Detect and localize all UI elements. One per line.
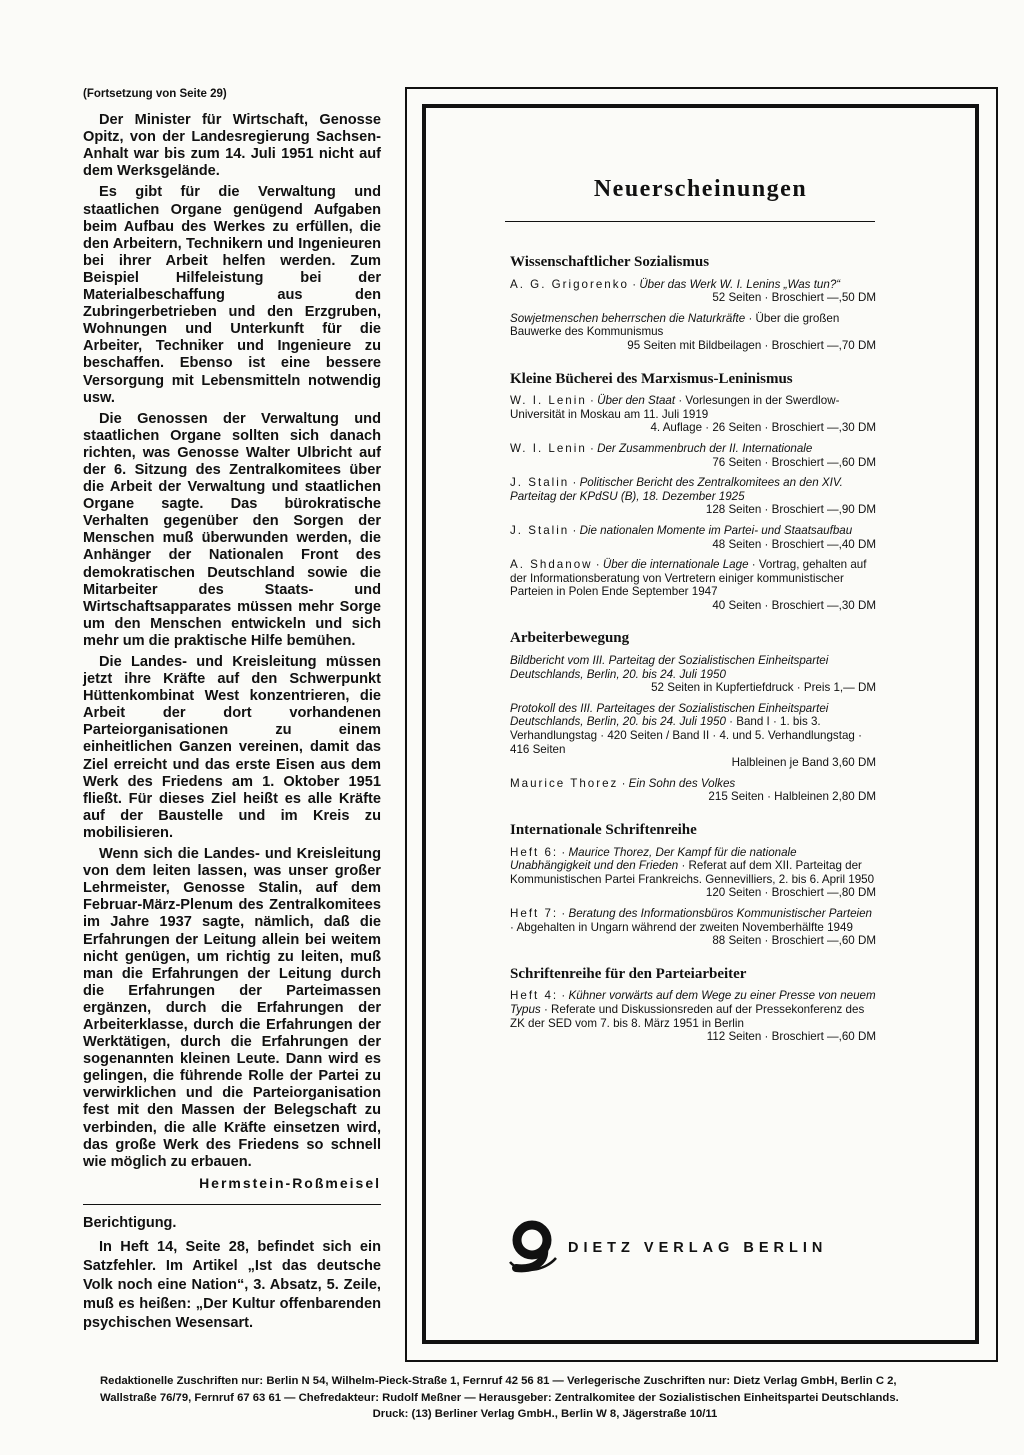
- section-title: Internationale Schriftenreihe: [510, 822, 697, 838]
- title-divider: [505, 221, 875, 222]
- article-paragraph: Die Landes- und Kreisleitung müssen jetzt ihre Kräfte auf den Schwerpunkt Hüttenkombinat West konzentrieren, die Arbeit der dort vorhandenen Parteiorganisationen zu einem einheitlichen Ganzen vereinen, damit das Ziel erreicht und das erste Eisen aus dem Werk des Friedens am 1. Oktober 1951 fließt. Für dieses Ziel heißt es alle Kräfte auf der Baustelle und im Kreis zu mobilisieren.: [83, 654, 381, 841]
- book-price: 48 Seiten · Broschiert —,40 DM: [712, 537, 876, 551]
- book-description: Vortrag, gehalten auf der Informationsberatung von Vertretern einiger kommunistischer Parteien in Polen Ende September 1947: [510, 558, 867, 599]
- publisher-name: DIETZ VERLAG BERLIN: [568, 1240, 828, 1256]
- imprint-line: Wallstraße 76/79, Fernruf 67 63 61 — Chefredakteur: Rudolf Meßner — Herausgeber: Zentralkomitee der Sozialistischen Einheitspartei Deutschlands.: [100, 1391, 899, 1404]
- book-title: Beratung des Informationsbüros Kommunistischer Parteien: [568, 906, 872, 920]
- book-price: 52 Seiten in Kupfertiefdruck · Preis 1,— DM: [651, 681, 876, 695]
- book-title: Sowjetmenschen beherrschen die Naturkräfte: [510, 311, 746, 325]
- book-title: Ein Sohn des Volkes: [628, 776, 736, 790]
- book-price: Halbleinen je Band 3,60 DM: [731, 756, 876, 770]
- book-author: Heft 7:: [510, 906, 559, 920]
- correction-title: Berichtigung.: [83, 1214, 177, 1231]
- publisher-mark: [506, 1218, 886, 1278]
- book-entry: A. Shdanow · Über die internationale Lage · Vortrag, gehalten auf der Informationsberatung von Vertretern einiger kommunistischer Parteien in Polen Ende September 1947 40 Seiten · Broschiert —,30 DM: [510, 558, 876, 612]
- book-description: Band I · 1. bis 3. Verhandlungstag · 420 Seiten / Band II · 4. und 5. Verhandlungstag · 416 Seiten: [510, 715, 862, 756]
- section-title: Schriftenreihe für den Parteiarbeiter: [510, 965, 747, 982]
- advertisement-inner-frame: [422, 104, 979, 1344]
- book-author: Heft 4:: [510, 989, 559, 1003]
- book-entry: Maurice Thorez · Ein Sohn des Volkes 215 Seiten · Halbleinen 2,80 DM: [510, 776, 876, 804]
- book-description: Über die großen Bauwerke des Kommunismus: [510, 311, 840, 339]
- book-author: A. Shdanow: [510, 558, 593, 572]
- book-entry: Heft 4: · Kühner vorwärts auf dem Wege zu einer Presse von neuem Typus · Referate und Diskussionsreden auf der Pressekonferenz des ZK der SED vom 7. bis 8. März 1951 in Berlin 112 Seiten · Broschiert —,60 DM: [510, 989, 876, 1044]
- book-title: Über das Werk W. I. Lenins „Was tun?“: [639, 277, 841, 291]
- ad-section: [510, 370, 876, 613]
- book-price: 40 Seiten · Broschiert —,30 DM: [712, 598, 876, 612]
- book-entry: J. Stalin · Die nationalen Momente im Partei- und Staatsaufbau 48 Seiten · Broschiert —,40 DM: [510, 523, 876, 551]
- book-author: J. Stalin: [510, 476, 570, 490]
- book-title: Bildbericht vom III. Parteitag der Sozialistischen Einheitspartei Deutschlands, Berlin, 20. bis 24. Juli 1950: [510, 654, 829, 681]
- book-price: 88 Seiten · Broschiert —,60 DM: [712, 934, 876, 948]
- book-title: Über den Staat: [597, 394, 676, 408]
- book-entry: A. G. Grigorenko · Über das Werk W. I. Lenins „Was tun?“ 52 Seiten · Broschiert —,50 DM: [510, 277, 876, 305]
- book-price: 215 Seiten · Halbleinen 2,80 DM: [708, 790, 876, 804]
- book-description: Referate und Diskussionsreden auf der Pressekonferenz des ZK der SED vom 7. bis 8. März 1951 in Berlin: [510, 1002, 865, 1030]
- ad-section: [510, 256, 876, 353]
- imprint-line: Druck: (13) Berliner Verlag GmbH., Berlin W 8, Jägerstraße 10/11: [372, 1408, 718, 1420]
- article-paragraph: Die Genossen der Verwaltung und staatlichen Organe sollten sich danach richten, was Genosse Walter Ulbricht auf der 6. Sitzung des Zentralkomitees über die Arbeit der Verwaltung und staatlichen Organe sagte. Das bürokratische Verhalten gegenüber den Sorgen der Menschen muß überwunden werden, die Anhänger der Nationalen Front des demokratischen Deutschland sowie die Mitarbeiter des Staats- und Wirtschaftsapparates müssen mehr Sorge um den Menschen entwickeln und sich mehr um die praktische Hilfe bemühen.: [83, 410, 381, 649]
- book-description: Vorlesungen in der Swerdlow-Universität in Moskau am 11. Juli 1919: [510, 394, 840, 421]
- book-author: A. G. Grigorenko: [510, 277, 629, 291]
- book-title: Kühner vorwärts auf dem Wege zu einer Presse von neuem Typus: [510, 989, 876, 1016]
- advertisement-box: [405, 87, 998, 1362]
- ad-listing: [510, 256, 876, 1064]
- book-price: 76 Seiten · Broschiert —,60 DM: [712, 455, 876, 469]
- book-price: 95 Seiten mit Bildbeilagen · Broschiert —,70 DM: [627, 338, 876, 352]
- article-paragraph: Wenn sich die Landes- und Kreisleitung von dem leiten lassen, was unser großer Lehrmeister, Genosse Stalin, auf dem Februar-März-Plenum des Zentralkomitees im Jahre 1937 sagte, nämlich, daß die Erfahrungen der Leitung allein bei weitem nicht genügen, um richtig zu leiten, muß man die Erfahrungen der Leitung durch die Erfahrungen der Parteimassen ergänzen, durch die Erfahrungen der Arbeiterklasse, durch die Erfahrungen der Werktätigen, durch die Erfahrungen der sogenannten kleinen Leute. Dann wird es gelingen, die führende Rolle der Partei zu verwirklichen und die Parteiorganisation fest mit den Massen der Belegschaft zu verbinden, die alle Kräfte einsetzen wird, das große Werk des Friedens so schnell wie möglich zu erbauen.: [83, 846, 381, 1170]
- ad-section: [510, 965, 876, 1044]
- author-signature: Hermstein-Roßmeisel: [199, 1174, 381, 1191]
- imprint-footer: [100, 1373, 990, 1423]
- publisher-logo-icon: [506, 1218, 562, 1274]
- book-entry: W. I. Lenin · Der Zusammenbruch der II. Internationale 76 Seiten · Broschiert —,60 DM: [510, 441, 876, 469]
- book-entry: Sowjetmenschen beherrschen die Naturkräfte · Über die großen Bauwerke des Kommunismus 95 Seiten mit Bildbeilagen · Broschiert —,70 DM: [510, 311, 876, 352]
- ad-section: [510, 824, 876, 948]
- book-price: 128 Seiten · Broschiert —,90 DM: [705, 503, 876, 517]
- book-author: Heft 6:: [510, 845, 559, 859]
- book-price: 52 Seiten · Broschiert —,50 DM: [712, 291, 876, 305]
- ad-title: Neuerscheinungen: [593, 176, 808, 202]
- book-entry: W. I. Lenin · Über den Staat · Vorlesungen in der Swerdlow-Universität in Moskau am 11. Juli 1919 4. Auflage · 26 Seiten · Broschiert —,30 DM: [510, 394, 876, 435]
- article-paragraph: Es gibt für die Verwaltung und staatlichen Organe genügend Aufgaben beim Aufbau des Werkes zu erfüllen, die den Arbeitern, Technikern und Ingenieuren bei ihrer Arbeit helfen werden. Zum Beispiel Hilfeleistung bei der Materialbeschaffung aus den Zubringerbetrieben und den Erzgruben, Wohnungen und Unterkunft für die Arbeiter, Techniker und Ingenieure zu beschaffen. Ebenso ist eine bessere Versorgung mit Lebensmitteln notwendig usw.: [83, 184, 381, 406]
- book-description: Abgehalten in Ungarn während der zweiten Novemberhälfte 1949: [516, 920, 853, 934]
- book-entry: [510, 654, 876, 695]
- book-author: W. I. Lenin: [510, 441, 587, 455]
- book-description: Referat auf dem XII. Parteitag der Kommunistischen Partei Frankreichs. Gennevilliers, 2. bis 6. April 1950: [510, 859, 875, 886]
- section-title: Wissenschaftlicher Sozialismus: [510, 254, 710, 270]
- book-title: Maurice Thorez, Der Kampf für die nationale Unabhängigkeit und den Frieden: [510, 845, 797, 873]
- book-title: Über die internationale Lage: [602, 558, 749, 572]
- article-paragraph: Der Minister für Wirtschaft, Genosse Opitz, von der Landesregierung Sachsen-Anhalt war bis zum 14. Juli 1951 nicht auf dem Werksgelände.: [83, 112, 381, 180]
- book-entry: J. Stalin · Politischer Bericht des Zentralkomitees an den XIV. Parteitag der KPdSU (B), 18. Dezember 1925 128 Seiten · Broschiert —,90 DM: [510, 476, 876, 517]
- correction-text: In Heft 14, Seite 28, befindet sich ein Satzfehler. Im Artikel „Ist das deutsche Volk noch eine Nation“, 3. Absatz, 5. Zeile, muß es heißen: „Der Kultur offenbarenden psychischen Wesensart.: [83, 1239, 381, 1331]
- article-continuation: [83, 86, 381, 1337]
- book-title: Politischer Bericht des Zentralkomitees an den XIV. Parteitag der KPdSU (B), 18. Dezember 1925: [510, 476, 843, 503]
- book-author: J. Stalin: [510, 523, 570, 537]
- book-author: W. I. Lenin: [510, 394, 587, 408]
- book-entry: Heft 6: · Maurice Thorez, Der Kampf für die nationale Unabhängigkeit und den Frieden · Referat auf dem XII. Parteitag der Kommunistischen Partei Frankreichs. Gennevilliers, 2. bis 6. April 1950 120 Seiten · Broschiert —,80 DM: [510, 845, 876, 900]
- book-title: Der Zusammenbruch der II. Internationale: [597, 441, 813, 455]
- section-title: Kleine Bücherei des Marxismus-Leninismus: [510, 370, 793, 387]
- continuation-note: (Fortsetzung von Seite 29): [83, 88, 227, 100]
- section-title: Arbeiterbewegung: [510, 630, 630, 647]
- book-price: 4. Auflage · 26 Seiten · Broschiert —,30 DM: [650, 421, 876, 435]
- book-price: 120 Seiten · Broschiert —,80 DM: [705, 886, 876, 900]
- book-title: Die nationalen Momente im Partei- und Staatsaufbau: [579, 523, 853, 537]
- book-entry: Protokoll des III. Parteitages der Sozialistischen Einheitspartei Deutschlands, Berlin, 20. bis 24. Juli 1950 · Band I · 1. bis 3. Verhandlungstag · 420 Seiten / Band II · 4. und 5. Verhandlungstag · 416 Seiten Halbleinen je Band 3,60 DM: [510, 701, 876, 770]
- book-entry: Heft 7: · Beratung des Informationsbüros Kommunistischer Parteien · Abgehalten in Ungarn während der zweiten Novemberhälfte 1949 88 Seiten · Broschiert —,60 DM: [510, 906, 876, 948]
- divider: [83, 1204, 381, 1205]
- ad-section: [510, 632, 876, 804]
- imprint-line: Redaktionelle Zuschriften nur: Berlin N 54, Wilhelm-Pieck-Straße 1, Fernruf 42 56 81 — Verlegerische Zuschriften nur: Dietz Verlag GmbH, Berlin C 2,: [100, 1375, 897, 1387]
- book-author: Maurice Thorez: [510, 776, 619, 790]
- book-title: Protokoll des III. Parteitages der Sozialistischen Einheitspartei Deutschlands, Berlin, 20. bis 24. Juli 1950: [510, 701, 829, 729]
- book-price: 112 Seiten · Broschiert —,60 DM: [706, 1030, 876, 1044]
